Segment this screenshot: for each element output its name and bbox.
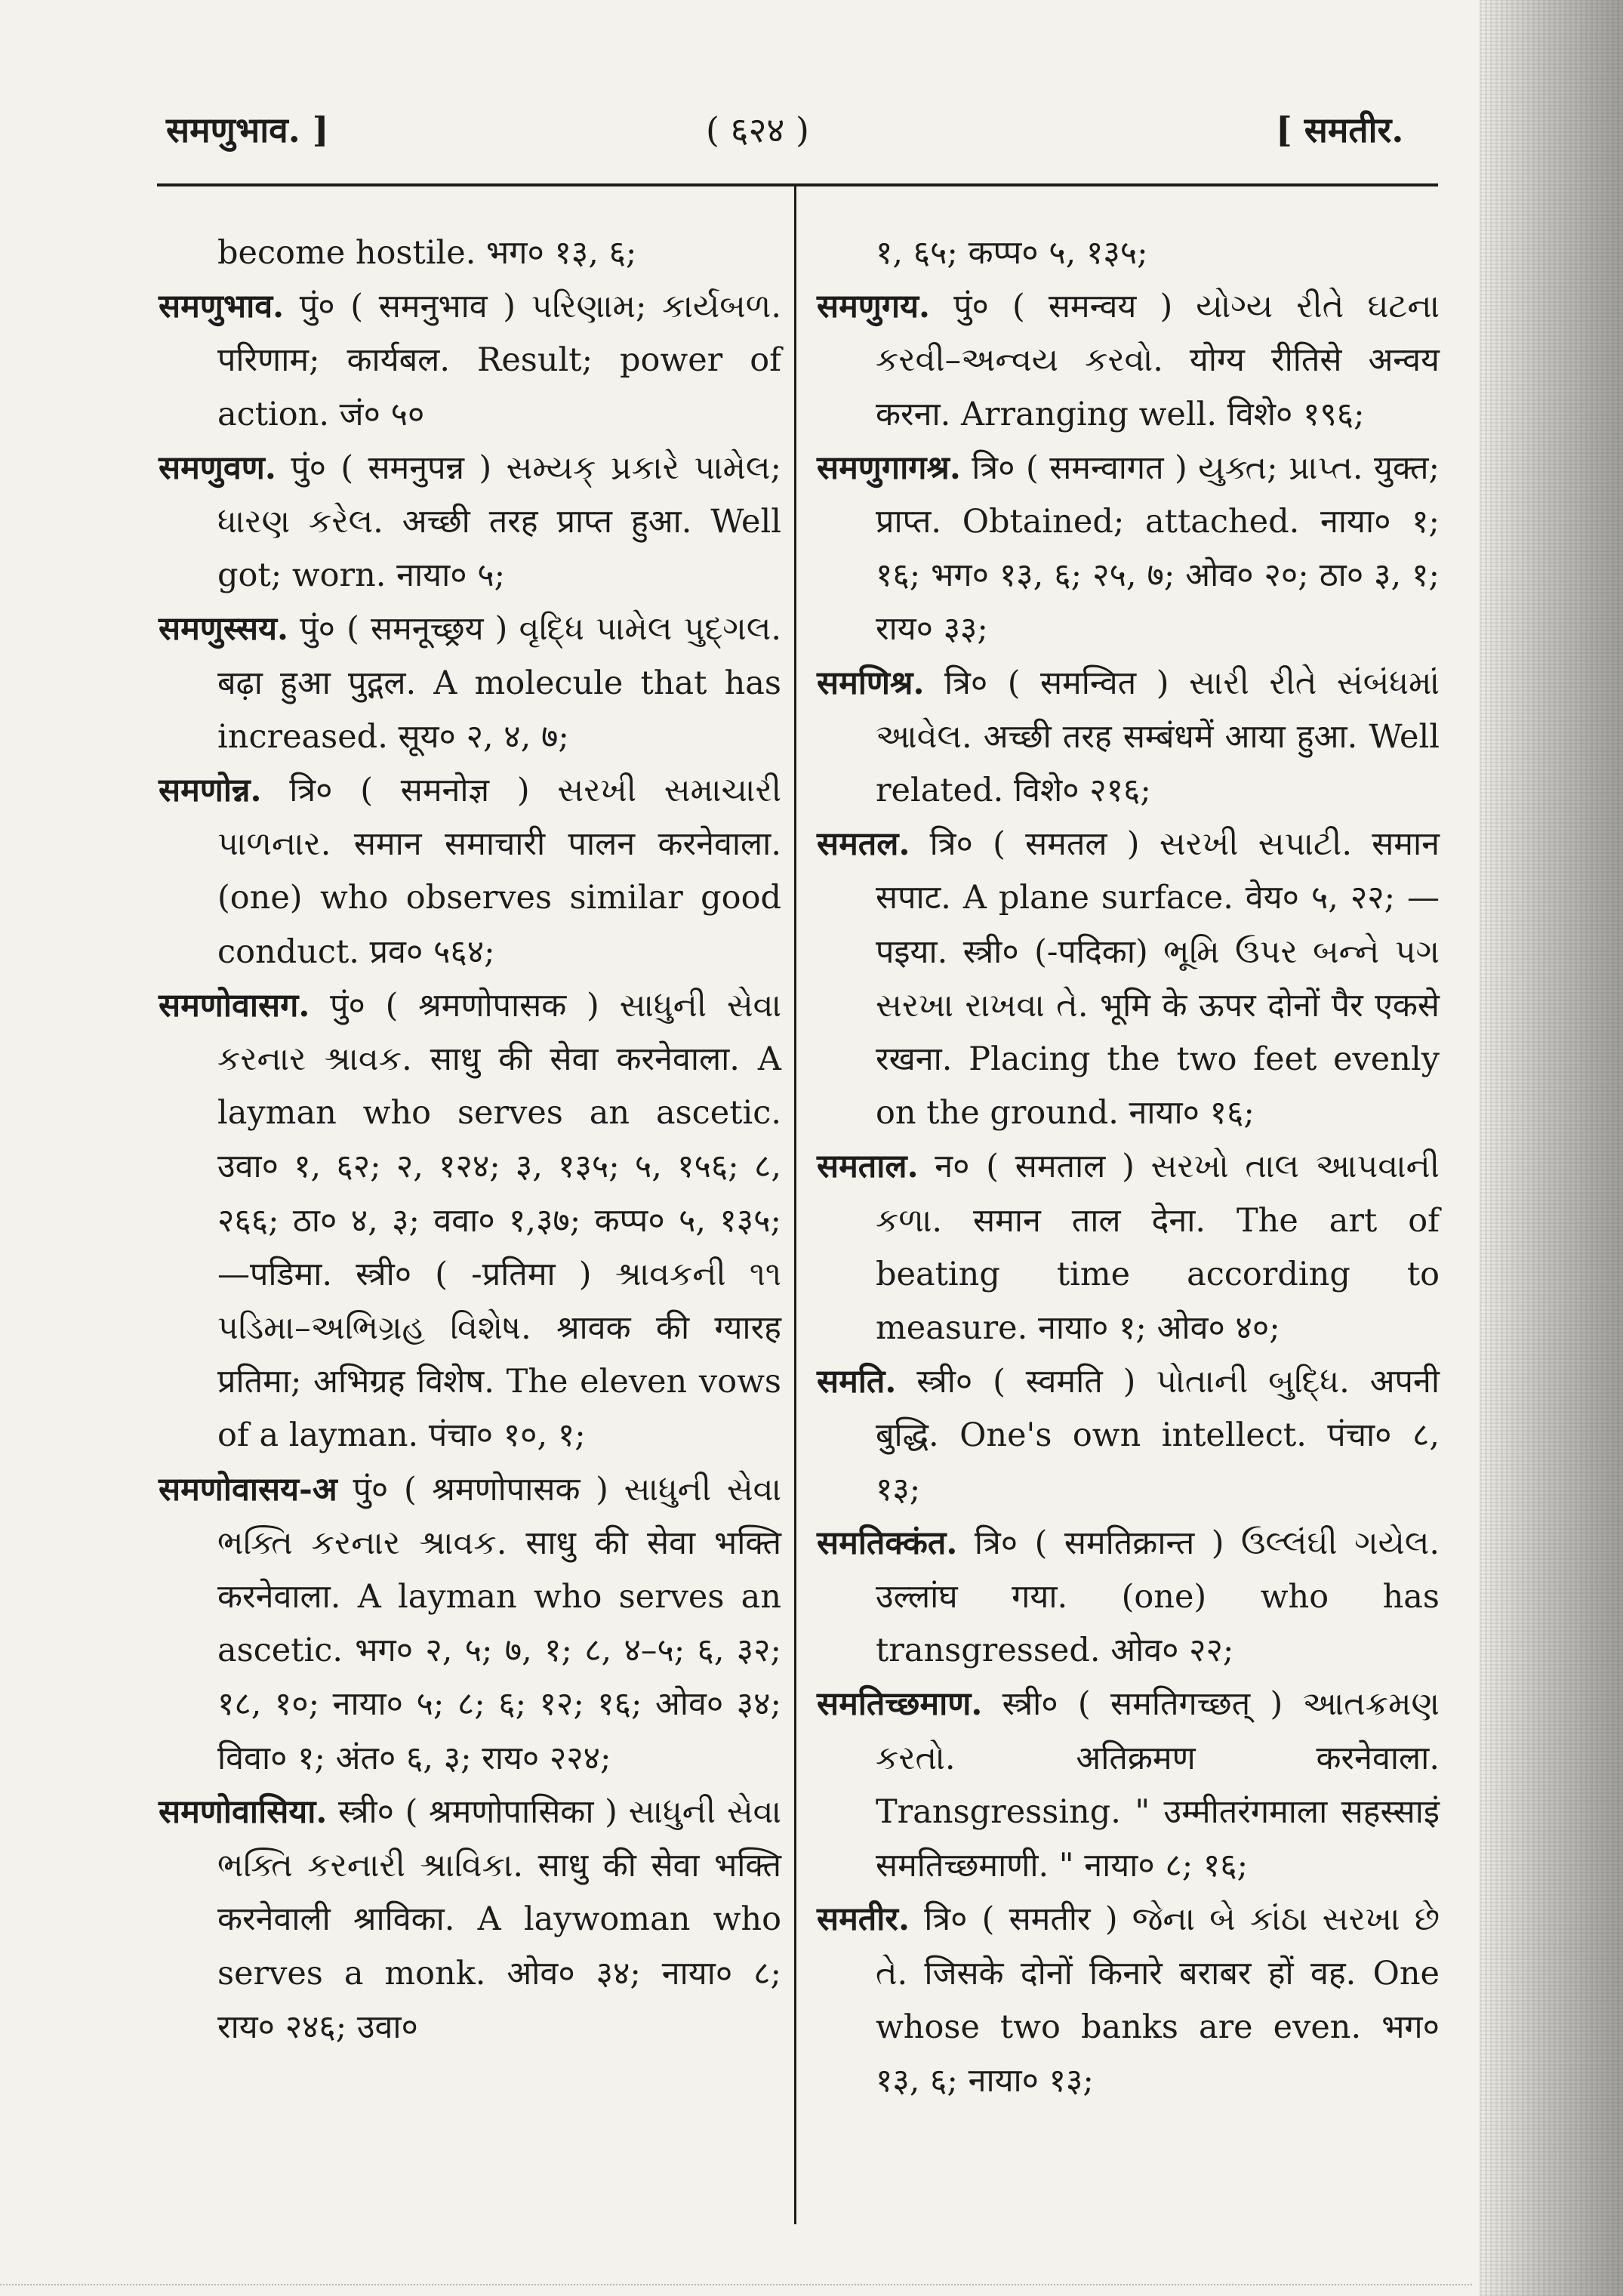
headword: समतल. — [817, 825, 910, 864]
left-column — [159, 227, 781, 2054]
definition: त्रि० ( समन्वित ) સારી રીતે સંબંધમાં આવેલ. अच्छी तरह सम्बंधमें आया हुआ. Well related. विशे० २१६; — [876, 664, 1440, 810]
definition: स्त्री० ( स्वमति ) પોતાની બુદ્ધિ. अपनी बुद्धि. One's own intellect. पंचा० ८, १३; — [876, 1363, 1440, 1509]
definition: पुं० ( श्रमणोपासक ) સાધુની સેવા ભક્તિ કરનાર શ્રાવક. साधु की सेवा भक्ति करनेवाला. A layman who serves an ascetic. भग० २, ५; ७, १; ८, ४–५; ६, ३२; १८, १०; नाया० ५; ८; ६; १२; १६; ओव० ३४; विवा० १; अंत० ६, ३; राय० २२४; — [217, 1470, 781, 1777]
headword: समणोन्न. — [159, 772, 262, 810]
definition: त्रि० ( समतल ) સરખી સપાટી. समान सपाट. A plane surface. वेय० ५, २२; —पइया. स्त्री० (-पदिका) ભૂમિ ઉપર બન્ને પગ સરખા રાખવા તે. भूमि के ऊपर दोनों पैर एकसे रखना. Placing the two feet evenly on the ground. नाया० १६; — [876, 825, 1440, 1133]
entry — [817, 818, 1440, 1140]
definition: स्त्री० ( श्रमणोपासिका ) સાધુની સેવા ભક્તિ કરનારી શ્રાવિકા. साधु की सेवा भक्ति करनेवाली श्राविका. A laywoman who serves a monk. ओव० ३४; नाया० ८; राय० २४६; उवा० — [217, 1792, 781, 2046]
definition: त्रि० ( समनोज्ञ ) સરખી સમાચારી પાળનાર. समान समाचारी पालन करनेवाला. (one) who observes similar good conduct. प्रव० ५६४; — [217, 772, 781, 971]
headword: समतिक्कंत. — [817, 1524, 958, 1562]
entry — [159, 280, 781, 442]
headword: समताल. — [817, 1148, 919, 1186]
entry — [817, 1678, 1440, 1893]
running-head-right: [ समतीर. — [1276, 109, 1404, 150]
definition: पुं० ( समनुभाव ) પરિણામ; કાર્યબળ. परिणाम; कार्यबल. Result; power of action. जं० ५० — [217, 288, 781, 433]
headword: समतीर. — [817, 1900, 910, 1939]
entry — [817, 1893, 1440, 2108]
headword: समणुवण. — [159, 448, 276, 487]
entry — [159, 603, 781, 764]
headword: समणोवासिया. — [159, 1792, 328, 1831]
entry — [159, 1786, 781, 2054]
headword: समणिश्र. — [817, 664, 925, 702]
definition: त्रि० ( समतीर ) જેના બે કાંઠા સરખા છે તે. जिसके दोनों किनारे बराबर हों वह. One whose two banks are even. भग० १३, ६; नाया० १३; — [876, 1900, 1440, 2100]
header-rule — [157, 183, 1438, 186]
right-column — [817, 227, 1440, 2108]
definition: पुं० ( श्रमणोपासक ) સાધુની સેવા કરનાર શ્રાવક. साधु की सेवा करनेवाला. A layman who serves an ascetic. उवा० १, ६२; २, १२४; ३, १३५; ५, १५६; ८, २६६; ठा० ४, ३; ववा० १,३७; कप्प० ५, १३५; —पडिमा. स्त्री० ( -प्रतिमा ) શ્રાવકની ૧૧ પડિમા–અભિગ્રહ વિશેષ. श्रावक की ग्यारह प्रतिमा; अभिग्रह विशेष. The eleven vows of a layman. पंचा० १०, १; — [217, 986, 781, 1455]
page-number: ( ६२४ ) — [706, 109, 809, 150]
entry — [159, 979, 781, 1463]
entry — [817, 657, 1440, 818]
scan-bottom-edge — [0, 2284, 1472, 2287]
headword: समणुगय. — [817, 288, 930, 326]
column-divider — [794, 186, 796, 2224]
entry — [159, 764, 781, 979]
headword: समणुभाव. — [159, 288, 285, 326]
definition: त्रि० ( समतिक्रान्त ) ઉલ્લંઘી ગયેલ. उल्लांघ गया. (one) who has transgressed. ओव० २२; — [876, 1524, 1440, 1670]
entry — [159, 1463, 781, 1786]
definition: त्रि० ( समन्वागत ) યુક્ત; પ્રાપ્ત. युक्त; प्राप्त. Obtained; attached. नाया० १; १६; भग० १३, ६; २५, ७; ओव० २०; ठा० ३, १; राय० ३३; — [876, 448, 1440, 649]
entry — [817, 1355, 1440, 1517]
headword: समणुस्सय. — [159, 610, 289, 649]
headword: समणुगागश्र. — [817, 448, 961, 487]
headword: समति. — [817, 1363, 897, 1401]
entry — [817, 1517, 1440, 1678]
running-head-left: समणुभाव. ] — [166, 109, 329, 150]
entry-continuation: १, ६५; कप्प० ५, १३५; — [876, 234, 1148, 272]
headword: समणोवासग. — [159, 986, 310, 1025]
definition: पुं० ( समनूच्छ्रय ) વૃદ્ધિ પામેલ પુદ્ગલ. बढ़ा हुआ पुद्गल. A molecule that has increased. सूय० २, ४, ७; — [217, 610, 781, 756]
headword: समतिच्छमाण. — [817, 1685, 983, 1724]
entry — [817, 1140, 1440, 1355]
definition: पुं० ( समन्वय ) યોગ્ય રીતે ઘટના કરવી–અન્વય કરવો. योग्य रीतिसे अन्वय करना. Arranging well. विशे० १९६; — [876, 288, 1440, 433]
definition: स्त्री० ( समतिगच्छत् ) આતક્રમણ કરતો. अतिक्रमण करनेवाला. Transgressing. " उम्मीतरंगमाला सहस्साइं समतिच्छमाणी. " नाया० ८; १६; — [876, 1685, 1440, 1885]
entry — [817, 280, 1440, 442]
definition: न० ( समताल ) સરખો તાલ આપવાની કળા. समान ताल देना. The art of beating time according to measure. नाया० १; ओव० ४०; — [876, 1148, 1440, 1348]
entry — [817, 442, 1440, 657]
entry — [159, 442, 781, 603]
definition: पुं० ( समनुपन्न ) સમ્યક્ પ્રકારે પામેલ; ધારણ કરેલ. अच्छी तरह प्राप्त हुआ. Well got; worn. नाया० ५; — [217, 448, 781, 595]
entry-continuation: become hostile. भग० १३, ६; — [217, 234, 637, 272]
page-edge-shadow — [1480, 0, 1623, 2296]
headword: समणोवासय-अ — [159, 1470, 337, 1509]
